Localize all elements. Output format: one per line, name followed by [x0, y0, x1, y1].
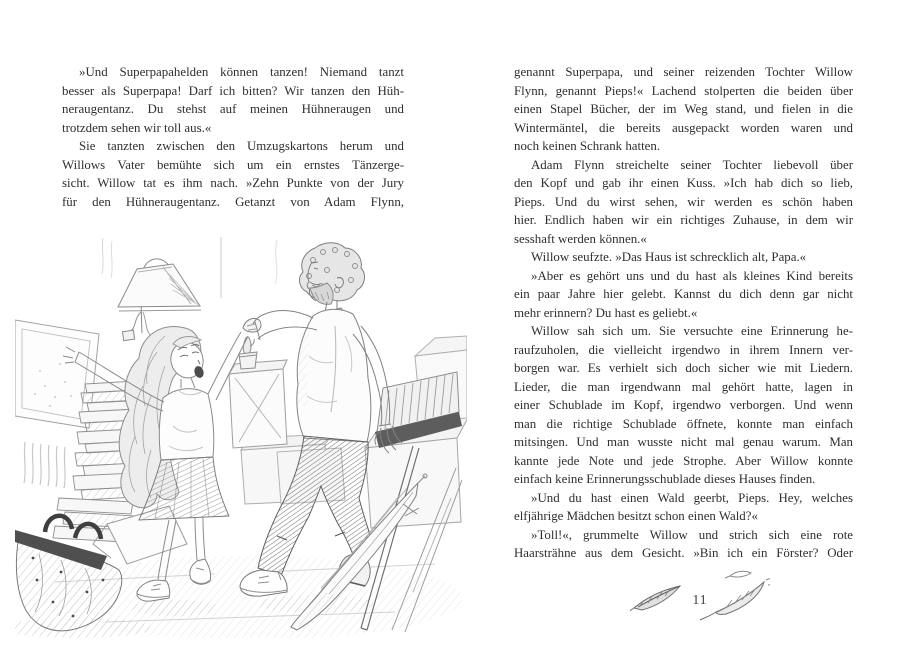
text-line: Flynn, genannt Pieps!« Lachend stolperten die beiden über [514, 83, 853, 98]
page-footer [630, 570, 770, 622]
text-line: Adam Flynn streichelte seiner Tochter liebevoll über [531, 157, 853, 172]
text-line: neraugentanz. Du stehst auf meinen Hühneraugen und [62, 102, 404, 116]
text-line: einfach keine Erinnerungsschublade dieses Hauses finden. [514, 472, 816, 486]
text-line: noch keinen Schrank hatten. [514, 139, 661, 153]
text-line: Willow seufzte. »Das Haus ist schrecklich alt, Papa.« [531, 250, 807, 264]
text-line: raufzuholen, die vielleicht irgendwo in ihrem Innern ver- [514, 342, 853, 357]
text-line: kannte jede Note und jede Strophe. Aber Willow konnte [514, 453, 853, 468]
text-line: sicht. Willow tat es ihm nach. »Zehn Punkte von der Jury [62, 176, 404, 190]
text-line: einen Stapel Bücher, der im Weg stand, und fielen in die [514, 102, 853, 116]
text-line: Willows Vater bemühte sich um ein ernstes Tänzerge- [62, 157, 404, 172]
text-line: Lieder, die man irgendwann mal gehört hatte, lagen in [514, 379, 853, 394]
text-line: elfjährige Mädchen besitzt schon einen Wald?« [514, 509, 758, 523]
text-line: ein paar Jahre hier gelebt. Kannst du dich denn gar nicht [514, 287, 853, 301]
left-page-text [62, 63, 404, 211]
text-line: man die richtige Schublade öffnete, konnte man einfach [514, 416, 853, 431]
page-number: 11 [692, 592, 708, 607]
book-illustration [15, 236, 467, 638]
text-line: »Aber es gehört uns und du hast als kleines Kind bereits [531, 268, 853, 283]
text-line: Sie tanzten zwischen den Umzugskartons herum und [79, 139, 404, 153]
cactus [239, 337, 257, 369]
text-line: trotzdem sehen wir toll aus.« [62, 120, 212, 135]
text-line: »Toll!«, grummelte Willow und strich sich eine rote [531, 527, 853, 542]
text-line: borgen war. Es verhielt sich doch sicher wie mit Liedern. [514, 361, 853, 375]
text-line: für den Hühneraugentanz. Getanzt von Adam Flynn, [62, 194, 404, 209]
text-line: hier. Endlich haben wir ein richtiges Zuhause, in dem wir [514, 213, 853, 227]
text-line: »Und Superpapahelden können tanzen! Niemand tanzt [79, 65, 404, 79]
text-line: Willow sah sich um. Sie versuchte eine Erinnerung he- [531, 324, 853, 338]
text-line: besser als Superpapa! Darf ich bitten? Wir tanzen den Hüh- [62, 83, 404, 98]
text-line: den Kopf und gab ihr einen Kuss. »Ich hab dich so lieb, [514, 176, 853, 190]
text-line: »Und du hast einen Wald geerbt, Pieps. Hey, welches [531, 490, 853, 505]
small-leaf-icon [725, 571, 751, 578]
text-line: Wintermäntel, die bereits ausgepackt worden waren und [514, 120, 853, 135]
text-line: einer Schublade im Kopf, irgendwo verborgen. Und wenn [514, 398, 853, 412]
text-line: mehr erinnern? Du hast es geliebt.« [514, 305, 698, 320]
text-line: genannt Superpapa, und seiner reizenden Tochter Willow [514, 65, 853, 79]
radiator [24, 442, 65, 488]
text-line: sesshaft werden können.« [514, 231, 647, 246]
floor-shadow [131, 600, 219, 616]
text-line: Pieps. Und du wirst sehen, wir werden es schön haben [514, 194, 853, 209]
text-line: mitsingen. Und man wusste nicht mal genau warum. Man [514, 435, 853, 449]
floor-lamp [118, 259, 201, 341]
text-line: Haarsträhne aus dem Gesicht. »Bin ich ein Förster? Oder [514, 546, 853, 560]
right-page-text [514, 63, 853, 563]
